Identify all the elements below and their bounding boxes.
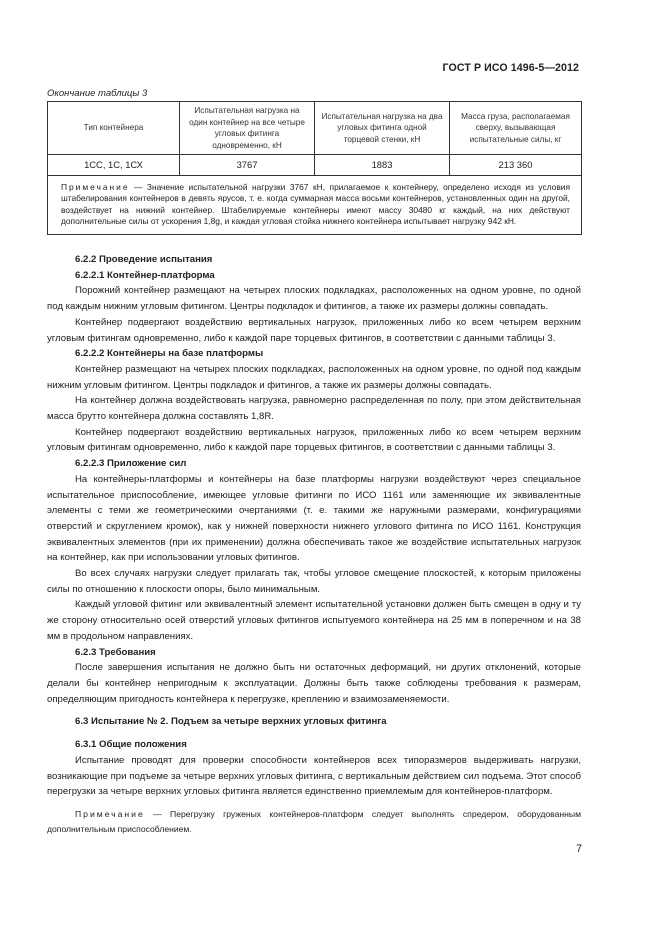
section-heading: 6.3.1 Общие положения [75, 739, 187, 751]
table-cell: 1883 [315, 155, 450, 176]
page-number: 7 [576, 843, 582, 855]
standard-designation: ГОСТ Р ИСО 1496-5—2012 [442, 62, 579, 74]
paragraph: На контейнеры-платформы и контейнеры на базе платформы нагрузки воздействуют через специальное испытательное приспособление, имеющее угловые фитинги по ИСО 1161 или заменяющие их эквивалентные элементы с теми же геометрическими очертаниями (т. е. такими же наружными размерами, конфигурациями отверстий и скруглением кромок), как у нижней поверхности нижнего углового фитинга по ИСО 1161. Конструкция эквивалентных элементов (при их применении) должна обеспечивать такое же воздействие испытательных нагрузок на контейнер, как при использовании угловых фитингов. [47, 473, 581, 564]
section-heading: 6.2.2.1 Контейнер-платформа [75, 269, 215, 281]
column-header: Тип контейнера [48, 102, 180, 155]
note-text: — Перегрузку груженых контейнеров-платформ следует выполнять спредером, оборудованным дополнительным приспособлением. [47, 808, 581, 835]
section-heading: 6.2.2 Проведение испытания [75, 254, 213, 265]
table-note-row [48, 176, 582, 235]
paragraph: Контейнер подвергают воздействию вертикальных нагрузок, приложенных либо ко всем четырем верхним угловым фитингам одновременно, либо к каждой паре торцевых фитингов, в соответствии с данными таблицы 3. [47, 316, 581, 344]
paragraph: Во всех случаях нагрузки следует прилагать так, чтобы угловое смещение плоскостей, к которым приложены силы по отношению к плоскости опоры, было минимальным. [47, 568, 581, 595]
paragraph: На контейнер должна воздействовать нагрузка, равномерно распределенная по полу, при этом действительная масса брутто контейнера должна составлять 1,8R. [47, 395, 581, 423]
note [47, 807, 581, 837]
spacer [47, 730, 581, 737]
document-body [47, 252, 581, 837]
column-header: Испытательная нагрузка на один контейнер на все четыре угловых фитинга одновременно, кН [180, 102, 315, 155]
paragraph: Контейнер подвергают воздействию вертикальных нагрузок, приложенных либо ко всем четырем верхним угловым фитингам одновременно, либо к каждой паре торцевых фитингов, в соответствии с данными таблицы 3. [47, 426, 581, 454]
column-header: Испытательная нагрузка на два угловых фитинга одной торцевой стенки, кН [315, 102, 450, 155]
table-3 [47, 101, 582, 235]
note-label: Примечание [75, 808, 145, 819]
paragraph: Испытание проводят для проверки способности контейнеров всех типоразмеров выдерживать нагрузки, возникающие при подъеме за четыре верхних угловых фитинга, с вертикальным действием сил подъема. Этот способ перегрузки за четыре верхних угловых фитинга является единственно приемлемым для контейнеров-платформ. [47, 754, 581, 798]
table-row [48, 155, 582, 176]
paragraph: Порожний контейнер размещают на четырех плоских подкладках, расположенных на одном уровне, по одной под каждым нижним угловым фитингом. Центры подкладок и фитингов, а также их размеры должны совпадать. [47, 285, 581, 313]
note-label: Примечание [61, 182, 130, 192]
table-cell: 3767 [180, 155, 315, 176]
section-heading: 6.2.3 Требования [75, 646, 156, 658]
table-caption: Окончание таблицы 3 [47, 88, 148, 99]
table-note [48, 176, 582, 235]
paragraph: Контейнер размещают на четырех плоских подкладках, расположенных на одном уровне, по одной под каждым нижним угловым фитингом. Центры подкладок и фитингов, а также их размеры должны совпадать. [47, 363, 581, 391]
spacer [47, 707, 581, 714]
table-cell: 213 360 [450, 155, 582, 176]
paragraph: Каждый угловой фитинг или эквивалентный элемент испытательной установки должен быть смещен в одну и ту же сторону относительно осей отверстий угловых фитингов испытуемого контейнера на 25 мм в поперечном и на 38 мм в продольном направлениях. [47, 599, 581, 642]
section-heading: 6.3 Испытание № 2. Подъем за четыре верхних угловых фитинга [75, 716, 387, 728]
spacer [47, 800, 581, 807]
column-header: Масса груза, располагаемая сверху, вызывающая испытательные силы, кг [450, 102, 582, 155]
table-cell: 1СС, 1С, 1СХ [48, 155, 180, 176]
note-text: — Значение испытательной нагрузки 3767 кН, прилагаемое к контейнеру, определено исходя из условия штабелирования контейнеров в девять ярусов, т. е. когда суммарная масса восьми контейнеров, установленных один на другой, воздействует на нижний контейнер. Штабелируемые контейнеры имеют массу 30480 кг каждый, на них действуют дополнительные силы от ускорения 1,8g, и каждая угловая стойка нижнего контейнера испытывает нагрузку 942 кН. [61, 182, 570, 227]
paragraph: После завершения испытания не должно быть ни остаточных деформаций, ни других отклонений, которые делали бы контейнер непригодным к эксплуатации. Должны быть также соблюдены требования к размерам, определяющим пригодность контейнера к перегрузке, креплению и взаимозаменяемости. [47, 662, 581, 705]
table-header-row [48, 102, 582, 155]
section-heading: 6.2.2.2 Контейнеры на базе платформы [75, 348, 264, 360]
section-heading: 6.2.2.3 Приложение сил [75, 458, 187, 470]
